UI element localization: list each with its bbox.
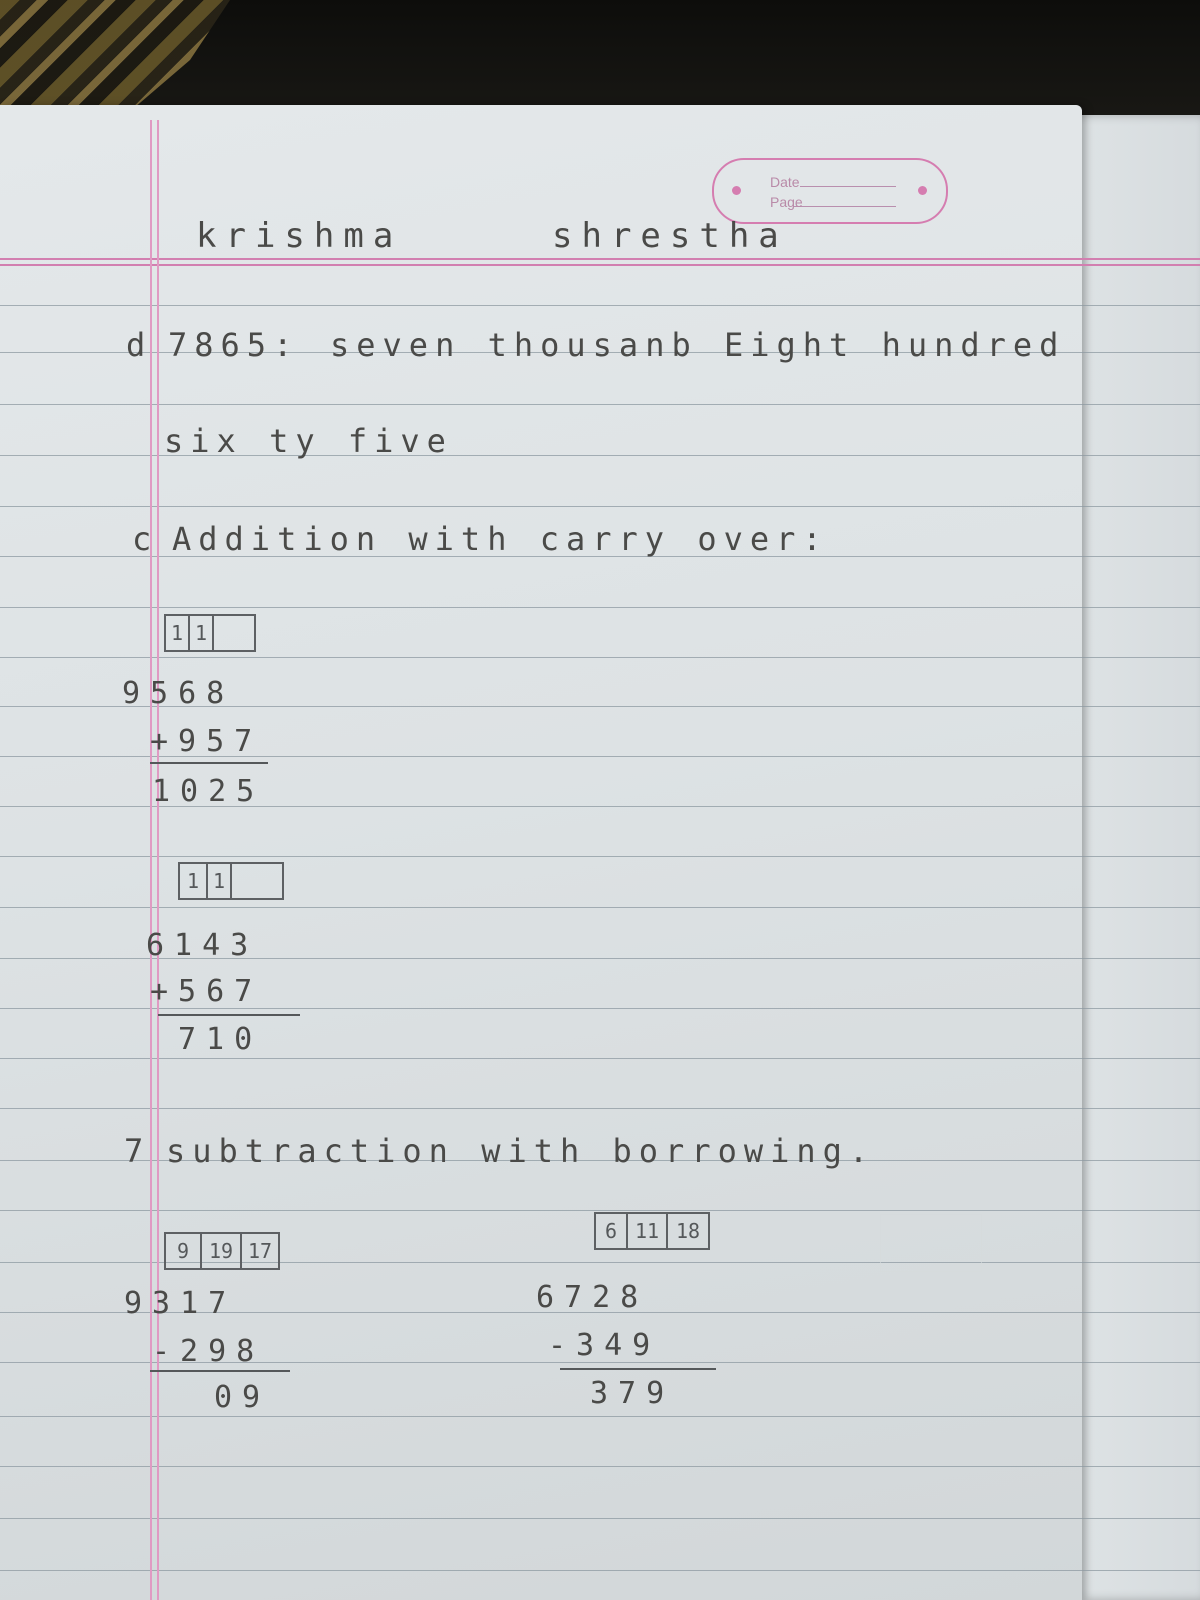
number-in-words: seven thousanb Eight hundred xyxy=(330,326,1066,364)
difference-result: 379 xyxy=(590,1376,675,1411)
sum-line xyxy=(150,762,268,764)
borrow-digit: 17 xyxy=(247,1239,273,1263)
rule-line xyxy=(0,607,1200,608)
student-last-name: shrestha xyxy=(552,216,788,256)
rule-line xyxy=(0,1570,1200,1571)
faint-show-through xyxy=(880,1214,982,1272)
stamp-line xyxy=(800,186,896,187)
addend-bottom: +957 xyxy=(150,724,263,759)
student-first-name: krishma xyxy=(196,216,403,256)
margin-line xyxy=(157,120,159,1600)
stamp-dot xyxy=(918,186,927,195)
subtrahend: -349 xyxy=(548,1328,661,1363)
rule-line xyxy=(0,1210,1200,1211)
rule-line xyxy=(0,1466,1200,1467)
number-in-words-cont: six ty five xyxy=(164,422,453,460)
carry-digit: 1 xyxy=(166,616,190,650)
carry-box xyxy=(178,862,284,900)
borrow-digit: 11 xyxy=(628,1214,668,1248)
stamp-line xyxy=(794,206,896,207)
carry-digit xyxy=(232,864,282,898)
borrow-digit: 6 xyxy=(596,1214,628,1248)
rule-line xyxy=(0,856,1200,857)
page-label: Page xyxy=(770,194,803,210)
carry-digit: 1 xyxy=(208,864,232,898)
rule-line xyxy=(0,657,1200,658)
carry-digit: 1 xyxy=(190,616,214,650)
sum-result: 1025 xyxy=(152,774,265,809)
addend-bottom: +567 xyxy=(150,974,263,1009)
rule-line xyxy=(0,305,1200,306)
carry-digit: 1 xyxy=(180,864,208,898)
header-rule xyxy=(0,258,1200,260)
header-rule-2 xyxy=(0,264,1200,266)
rule-line xyxy=(0,907,1200,908)
date-label: Date xyxy=(770,174,800,190)
borrow-digit: 9 xyxy=(166,1234,202,1268)
minuend: 6728 xyxy=(536,1280,649,1315)
addend-top: 6143 xyxy=(146,928,259,963)
section-heading: Addition with carry over: xyxy=(172,520,829,558)
sum-line xyxy=(158,1014,300,1016)
carry-box xyxy=(164,614,256,652)
addend-top: 9568 xyxy=(122,676,235,711)
rule-line xyxy=(0,1058,1200,1059)
rule-line xyxy=(0,1108,1200,1109)
minuend: 9317 xyxy=(124,1286,237,1321)
rule-line xyxy=(0,506,1200,507)
question-marker: c xyxy=(132,520,159,558)
question-marker: d xyxy=(126,326,153,364)
sum-result: 710 xyxy=(178,1022,263,1057)
difference-line xyxy=(150,1370,290,1372)
difference-result: 09 xyxy=(214,1380,271,1415)
subtrahend: -298 xyxy=(152,1334,265,1369)
number-in-digits: 7865: xyxy=(168,326,300,364)
rule-line xyxy=(0,404,1200,405)
borrow-box xyxy=(594,1212,710,1250)
borrow-box xyxy=(164,1232,280,1270)
difference-line xyxy=(560,1368,716,1370)
borrow-digit: 18 xyxy=(675,1219,701,1243)
carry-digit xyxy=(214,616,254,650)
borrow-digit: 19 xyxy=(202,1234,242,1268)
rule-line xyxy=(0,1518,1200,1519)
rule-line xyxy=(0,1416,1200,1417)
date-page-stamp xyxy=(712,158,948,224)
question-marker: 7 xyxy=(124,1132,151,1170)
section-heading: subtraction with borrowing. xyxy=(166,1132,876,1170)
stamp-dot xyxy=(732,186,741,195)
